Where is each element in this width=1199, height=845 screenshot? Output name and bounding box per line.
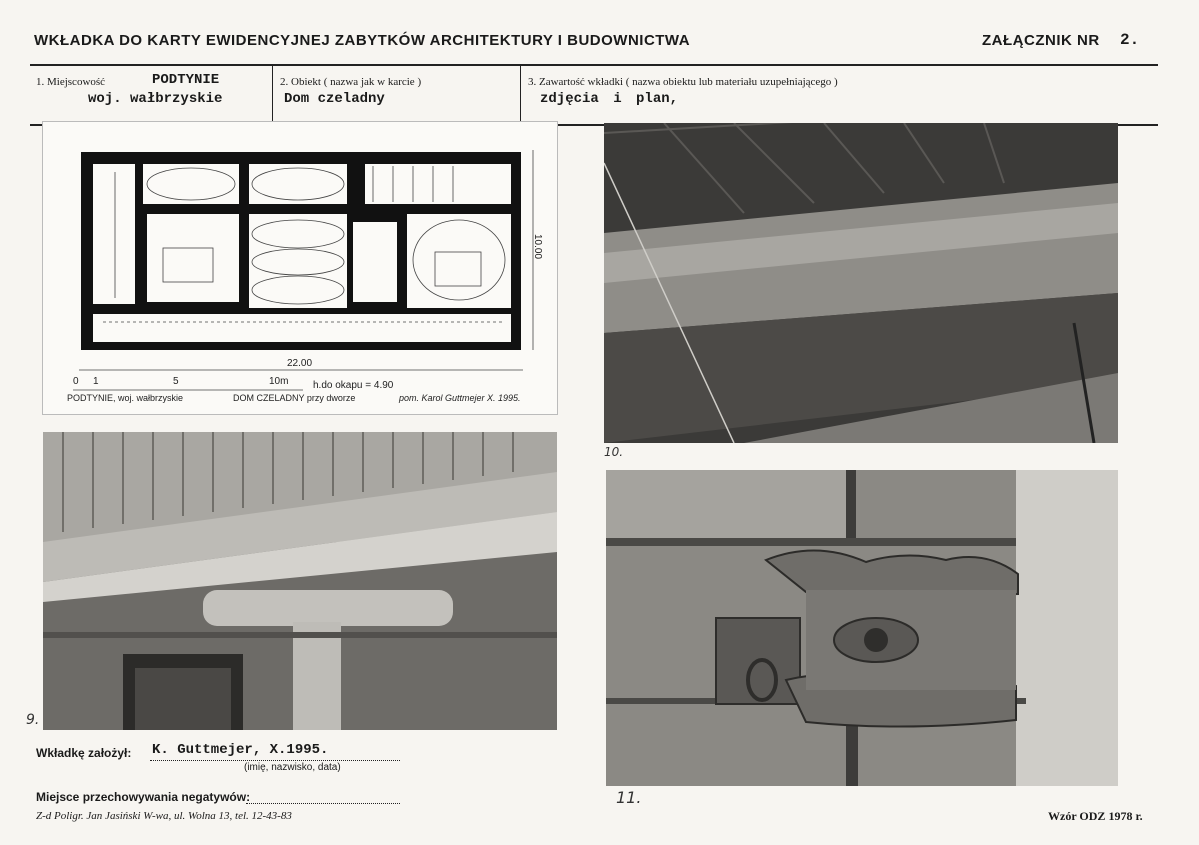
header-rule xyxy=(30,64,1158,66)
locality-label: 1. Miejscowość xyxy=(36,76,106,88)
object-value: Dom czeladny xyxy=(284,91,385,107)
eaves-height: h.do okapu = 4.90 xyxy=(313,380,394,391)
photo-number-10: 10. xyxy=(604,445,624,459)
floor-plan-drawing xyxy=(43,122,557,414)
negatives-line xyxy=(246,803,400,804)
plan-caption-place: PODTYNIE, woj. wałbrzyskie xyxy=(67,393,184,403)
established-by-label: Wkładkę założył: xyxy=(36,746,132,760)
voivodeship-value: woj. wałbrzyskie xyxy=(88,91,223,107)
document-title: WKŁADKA DO KARTY EWIDENCYJNEJ ZABYTKÓW ARCHITEKTURY I BUDOWNICTWA xyxy=(34,32,691,49)
scale-tick-0: 0 xyxy=(73,376,79,387)
printer-info: Z-d Poligr. Jan Jasiński W-wa, ul. Wolna 13, tel. 12-43-83 xyxy=(36,810,292,822)
locality-value: PODTYNIE xyxy=(152,72,220,88)
object-label: 2. Obiekt ( nazwa jak w karcie ) xyxy=(280,76,422,88)
field-divider-2 xyxy=(520,66,521,124)
scale-tick-10: 10m xyxy=(269,376,289,387)
plan-caption-object: DOM CZELADNY przy dworze xyxy=(233,393,356,403)
plan-width-dim: 22.00 xyxy=(287,358,313,369)
photo-door-lock xyxy=(606,470,1118,786)
photo-ceiling-beams xyxy=(604,123,1118,443)
scale-tick-1: 1 xyxy=(93,376,99,387)
photo-number-9: 9. xyxy=(26,712,40,728)
scale-tick-5: 5 xyxy=(173,376,179,387)
established-by-value: K. Guttmejer, X.1995. xyxy=(152,742,329,758)
photo-eaves-porch xyxy=(43,432,557,730)
floor-plan xyxy=(42,121,558,415)
form-template: Wzór ODZ 1978 r. xyxy=(1048,809,1143,823)
established-by-hint: (imię, nazwisko, data) xyxy=(244,762,341,773)
plan-height-dim: 10.00 xyxy=(532,234,543,260)
field-divider-1 xyxy=(272,66,273,124)
negatives-label: Miejsce przechowywania negatywów: xyxy=(36,790,251,804)
photo-number-11: 11. xyxy=(616,788,642,807)
contents-label: 3. Zawartość wkładki ( nazwa obiektu lub materiału uzupełniającego ) xyxy=(528,76,838,88)
established-by-line xyxy=(150,760,400,761)
attachment-label: ZAŁĄCZNIK NR xyxy=(982,32,1100,49)
contents-value: zdjęcia i plan, xyxy=(540,91,679,107)
attachment-number: 2. xyxy=(1120,31,1140,49)
plan-caption-author: pom. Karol Guttmejer X. 1995. xyxy=(399,393,521,403)
